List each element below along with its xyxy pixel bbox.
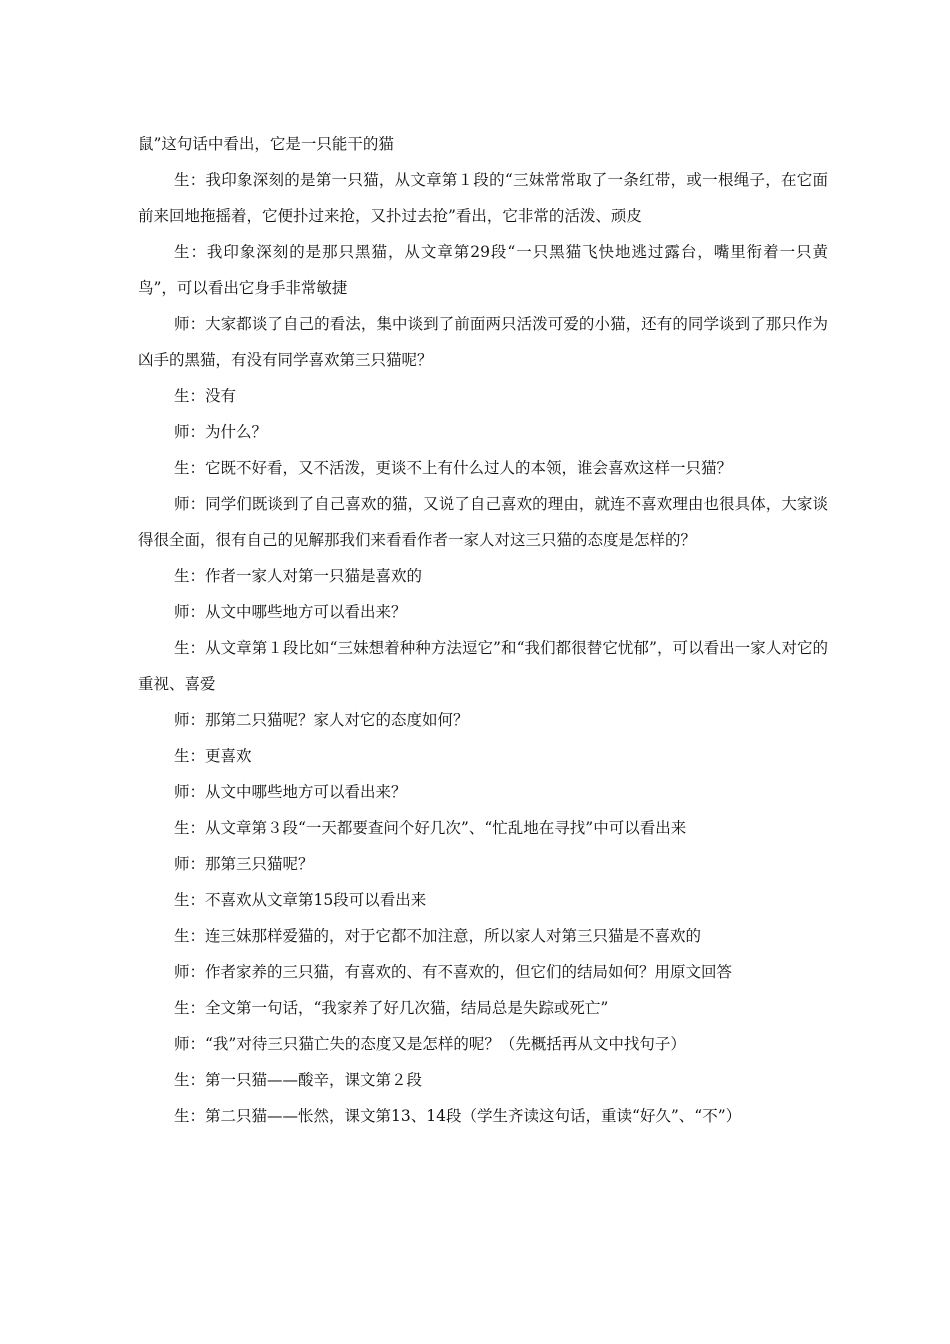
- paragraph-21: 师：“我”对待三只猫亡失的态度又是怎样的呢？（先概括再从文中找句子）: [174, 1035, 686, 1053]
- paragraph-14: 师：从文中哪些地方可以看出来？: [174, 783, 407, 801]
- paragraph-9: 生：作者一家人对第一只猫是喜欢的: [174, 567, 423, 585]
- paragraph-7: 生：它既不好看，又不活泼，更谈不上有什么过人的本领，谁会喜欢这样一只猫？: [174, 459, 733, 477]
- paragraph-6: 师：为什么？: [174, 423, 268, 441]
- paragraph-5: 生：没有: [174, 387, 237, 405]
- paragraph-16: 师：那第三只猫呢？: [174, 855, 314, 873]
- paragraph-3: 生：我印象深刻的是那只黑猫，从文章第29段“一只黑猫飞快地逃过露台，嘴里衔着一只黄鸟”，可以看出它身手非常敏捷: [138, 243, 828, 297]
- paragraph-17: 生：不喜欢从文章第15段可以看出来: [174, 891, 427, 909]
- paragraph-22: 生：第一只猫——酸辛，课文第２段: [174, 1071, 423, 1089]
- paragraph-8: 师：同学们既谈到了自己喜欢的猫，又说了自己喜欢的理由，就连不喜欢理由也很具体，大家谈得很全面，很有自己的见解那我们来看看作者一家人对这三只猫的态度是怎样的？: [138, 495, 828, 549]
- paragraph-15: 生：从文章第３段“一天都要查问个好几次”、“忙乱地在寻找”中可以看出来: [174, 819, 687, 837]
- paragraph-19: 师：作者家养的三只猫，有喜欢的、有不喜欢的，但它们的结局如何？用原文回答: [174, 963, 733, 981]
- paragraph-18: 生：连三妹那样爱猫的，对于它都不加注意，所以家人对第三只猫是不喜欢的: [174, 927, 702, 945]
- document-body: [138, 126, 828, 1134]
- paragraph-4: 师：大家都谈了自己的看法，集中谈到了前面两只活泼可爱的小猫，还有的同学谈到了那只作为凶手的黑猫，有没有同学喜欢第三只猫呢？: [138, 315, 828, 369]
- paragraph-10: 师：从文中哪些地方可以看出来？: [174, 603, 407, 621]
- paragraph-1: 鼠”这句话中看出，它是一只能干的猫: [138, 135, 394, 153]
- paragraph-13: 生：更喜欢: [174, 747, 252, 765]
- paragraph-20: 生：全文第一句话，“我家养了好几次猫，结局总是失踪或死亡”: [174, 999, 609, 1017]
- paragraph-11: 生：从文章第１段比如“三妹想着种种方法逗它”和“我们都很替它忧郁”，可以看出一家人对它的重视、喜爱: [138, 639, 828, 693]
- paragraph-12: 师：那第二只猫呢？家人对它的态度如何？: [174, 711, 469, 729]
- paragraph-23: 生：第二只猫——怅然，课文第13、14段（学生齐读这句话，重读“好久”、“不”）: [174, 1107, 742, 1125]
- paragraph-2: 生：我印象深刻的是第一只猫，从文章第１段的“三妹常常取了一条红带，或一根绳子，在它面前来回地拖摇着，它便扑过来抢，又扑过去抢”看出，它非常的活泼、顽皮: [138, 171, 828, 225]
